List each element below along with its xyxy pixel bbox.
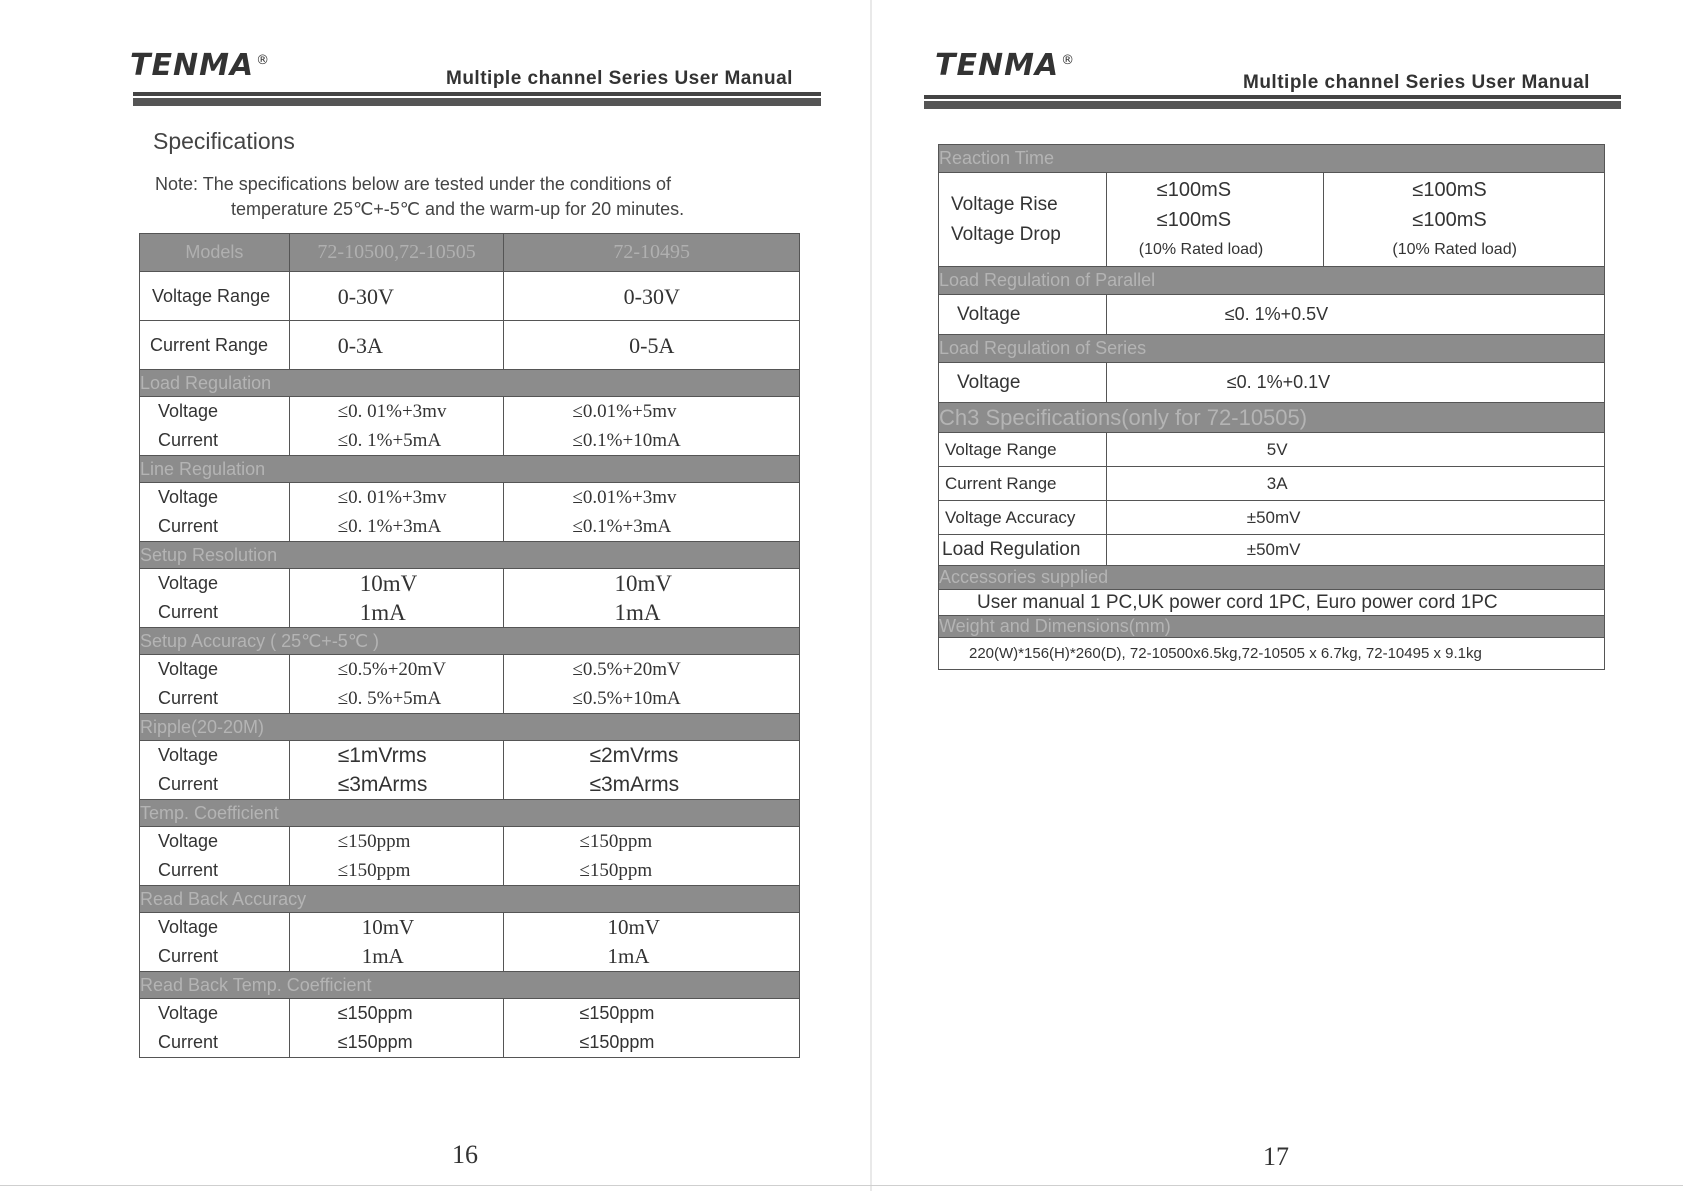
cell-value: ≤100mS [1412,208,1487,231]
table-row [939,535,1605,566]
section-title: Setup Resolution [140,542,800,569]
section-title: Ch3 Specifications(only for 72-10505) [939,403,1605,433]
cell-value: 3A [1106,467,1604,501]
header-rule [133,92,821,96]
row-label: Voltage [158,917,219,937]
cell-value: 0-30V [504,272,800,321]
cell-value: 220(W)*156(H)*260(D), 72-10500x6.5kg,72-10505 x 6.7kg, 72-10495 x 9.1kg [939,638,1605,670]
tenma-logo: TENMA ® [130,48,271,83]
row-label: Current Range [140,321,290,370]
header-rule-thick [924,101,1621,109]
row-label: Voltage [158,573,219,593]
table-row [140,655,800,714]
table-row [140,741,800,800]
section-header [140,800,800,827]
cell-value: ≤150ppm [579,1032,655,1052]
row-label: Current [158,516,219,536]
section-title: Ripple(20-20M) [140,714,800,741]
spec-table-left [139,233,800,1058]
section-header [140,714,800,741]
row-label: Current Range [939,467,1107,501]
cell-value: ≤0. 01%+3mv [337,487,447,508]
header-rule [924,95,1621,99]
section-title: Read Back Temp. Coefficient [140,972,800,999]
row-label: Current [158,774,219,794]
table-row [140,999,800,1058]
section-title: Read Back Accuracy [140,886,800,913]
row-label: Load Regulation [939,535,1107,566]
page-number: 16 [452,1140,478,1169]
spec-note [155,172,684,222]
section-header [939,403,1605,433]
row-label: Current [158,430,219,450]
cell-value: 0-3A [289,321,504,370]
cell-value: ≤150ppm [579,1003,655,1023]
cell-value: ≤0. 1%+5mA [337,430,442,451]
row-label: Current [158,688,219,708]
section-header [939,335,1605,363]
header-title: Multiple channel Series User Manual [1243,72,1590,93]
cell-value: ≤150ppm [337,860,411,881]
header-models: Models [140,234,290,272]
cell-value: 10mV [614,571,672,596]
cell-note: (10% Rated load) [1392,240,1517,258]
section-title: Load Regulation [140,370,800,397]
cell-value: 1mA [359,600,406,625]
cell-note: (10% Rated load) [1138,240,1264,258]
cell-value: User manual 1 PC,UK power cord 1PC, Euro power cord 1PC [939,590,1605,616]
table-row [140,569,800,628]
cell-value: ≤0.5%+20mV [572,659,681,680]
section-title: Line Regulation [140,456,800,483]
cell-value: 1mA [361,944,404,968]
section-title: Setup Accuracy ( 25℃+-5℃ ) [140,628,800,655]
cell-value: ≤0.5%+10mA [572,688,681,709]
cell-value: ≤0.1%+3mA [572,516,672,537]
cell-value: 10mV [607,915,660,939]
section-header [939,566,1605,590]
cell-value: 0-5A [504,321,800,370]
note-line-1: Note: The specifications below are tested under the conditions of [155,174,671,194]
cell-value: 1mA [607,944,650,968]
table-header-row [140,234,800,272]
row-label: Voltage Drop [951,223,1061,245]
table-row [939,467,1605,501]
cell-value: ≤150ppm [337,831,411,852]
row-label: Voltage [158,1003,219,1023]
table-row [939,590,1605,616]
row-label: Voltage [158,831,219,851]
row-label: Current [158,1032,219,1052]
cell-value: ≤0. 5%+5mA [337,688,442,709]
cell-value: ≤0. 1%+0.1V [1106,363,1604,403]
cell-value: ≤0.01%+3mv [572,487,677,508]
table-row [939,433,1605,467]
cell-value: ≤0.01%+5mv [572,401,677,422]
table-row [140,827,800,886]
table-row [140,321,800,370]
cell-value: ≤0.1%+10mA [572,430,681,451]
section-header [140,886,800,913]
section-header [140,972,800,999]
cell-value: ≤150ppm [337,1003,413,1023]
section-header [939,267,1605,295]
tenma-logo: TENMA ® [935,48,1076,83]
header-rule-thick [133,98,821,106]
cell-value: ≤0. 1%+0.5V [1106,295,1604,335]
table-row [939,638,1605,670]
section-title: Weight and Dimensions(mm) [939,616,1605,638]
cell-value: ≤0. 1%+3mA [337,516,442,537]
section-title: Load Regulation of Series [939,335,1605,363]
page-title: Specifications [153,128,295,154]
row-label: Voltage [158,401,219,421]
row-label: Voltage [939,295,1107,335]
cell-value: ≤0. 01%+3mv [337,401,447,422]
row-label: Current [158,946,219,966]
spec-table-right [938,144,1605,670]
cell-value: ±50mV [1106,501,1604,535]
table-row [939,173,1605,267]
row-label: Voltage Rise [951,193,1058,215]
section-title: Reaction Time [939,145,1605,173]
cell-value: 10mV [359,571,418,596]
cell-value: 10mV [361,915,415,939]
cell-value: ≤100mS [1412,178,1487,201]
section-header [140,456,800,483]
table-row [939,363,1605,403]
cell-value: ≤150ppm [337,1032,413,1052]
table-row [140,397,800,456]
cell-value: ≤0.5%+20mV [337,659,446,680]
row-label: Voltage [158,487,219,507]
row-label: Voltage Range [140,272,290,321]
section-header [140,628,800,655]
cell-value: 0-30V [289,272,504,321]
section-header [140,542,800,569]
cell-value: 5V [1106,433,1604,467]
note-line-2: temperature 25℃+-5℃ and the warm-up for 20 minutes. [231,199,685,219]
row-label: Voltage [939,363,1107,403]
section-title: Temp. Coefficient [140,800,800,827]
row-label: Voltage [158,659,219,679]
section-header [140,370,800,397]
cell-value: ≤100mS [1156,208,1232,231]
cell-value: ±50mV [1106,535,1604,566]
section-header [939,145,1605,173]
section-title: Load Regulation of Parallel [939,267,1605,295]
section-header [939,616,1605,638]
bottom-edge [0,1185,1683,1186]
cell-value: ≤3mArms [337,773,428,796]
cell-value: ≤150ppm [579,831,653,852]
table-row [140,483,800,542]
row-label: Voltage Accuracy [939,501,1107,535]
right-page [872,0,1683,1191]
row-label: Current [158,860,219,880]
cell-value: ≤2mVrms [589,744,679,767]
table-row [140,272,800,321]
page-number: 17 [1263,1142,1289,1171]
table-row [939,501,1605,535]
cell-value: 1mA [614,600,661,625]
header-model-1: 72-10500,72-10505 [289,234,504,272]
cell-value: ≤3mArms [589,773,680,796]
row-label: Voltage [158,745,219,765]
cell-value: ≤150ppm [579,860,653,881]
row-label: Current [158,602,219,622]
cell-value: ≤100mS [1156,178,1232,201]
cell-value: ≤1mVrms [337,744,427,767]
table-row [140,913,800,972]
header-model-2: 72-10495 [504,234,800,272]
section-title: Accessories supplied [939,566,1605,590]
header-title: Multiple channel Series User Manual [446,68,793,89]
table-row [939,295,1605,335]
row-label: Voltage Range [939,433,1107,467]
